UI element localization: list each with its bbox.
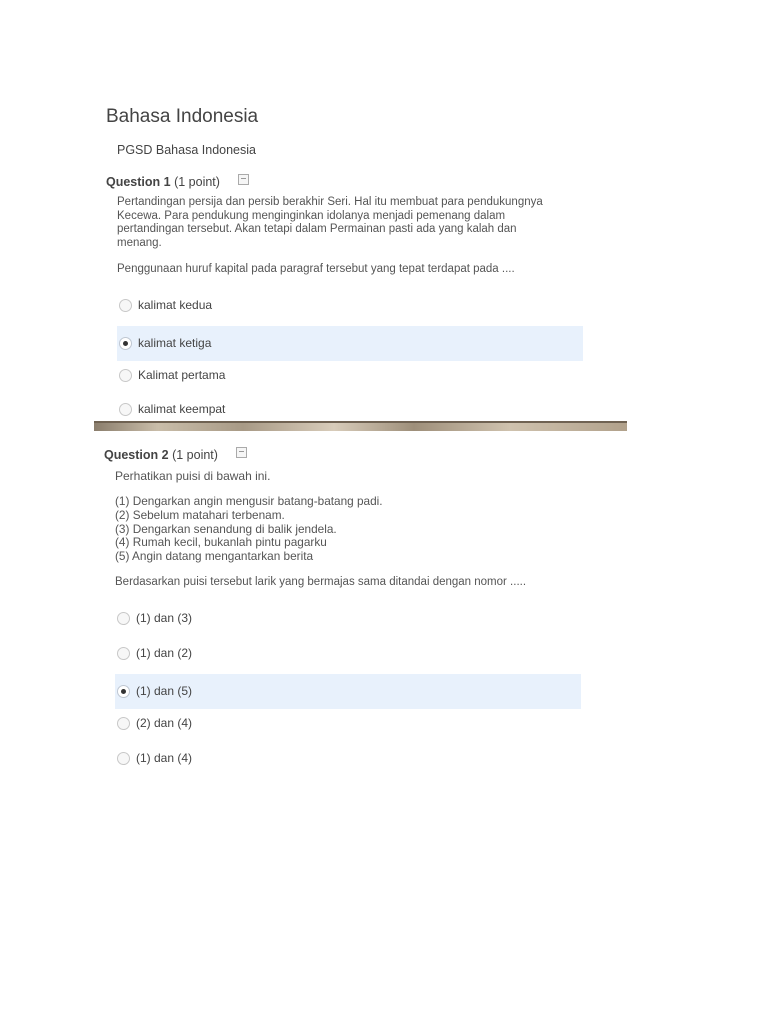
question-1-prompt: Penggunaan huruf kapital pada paragraf tersebut yang tepat terdapat pada .... [117,263,515,275]
poem-line: (5) Angin datang mengantarkan berita [115,549,314,564]
answer-option-selected[interactable] [117,326,583,361]
question-2-label: Question 2 [104,448,169,462]
poem-line: (1) Dengarkan angin mengusir batang-batang padi. [115,494,383,508]
paragraph-line: menang. [117,236,162,249]
answer-option-label: (1) dan (3) [136,611,193,625]
question-2-points: (1 point) [172,448,218,462]
answer-option-label: (1) dan (4) [136,751,193,765]
paragraph-line: pertandingan tersebut. Akan tetapi dalam Permainan pasti ada yang kalah dan [117,223,517,236]
answer-option[interactable] [117,392,583,420]
paragraph-line: Pertandingan persija dan persib berakhir Seri. Hal itu membuat para pendukungnya [117,196,543,208]
answer-option-label: (1) dan (2) [136,646,193,660]
answer-option[interactable] [115,706,581,741]
answer-option[interactable] [115,636,581,671]
question-1-points: (1 point) [174,175,220,189]
question-2-header [104,448,218,462]
poem-line: (2) Sebelum matahari terbenam. [115,507,285,522]
answer-option[interactable] [115,601,581,636]
answer-option-label: kalimat kedua [138,298,213,312]
radio-button-icon[interactable] [119,369,132,382]
course-subtitle: PGSD Bahasa Indonesia [117,143,256,157]
radio-button-icon[interactable] [117,612,130,625]
question-1-paragraph [117,196,587,250]
answer-option-label: (1) dan (5) [136,684,193,698]
answer-option-label: kalimat keempat [138,402,226,416]
radio-button-icon[interactable] [117,685,130,698]
question-1-header [106,175,220,189]
poem-line: (3) Dengarkan senandung di balik jendela. [115,521,337,536]
answer-option-selected[interactable] [115,674,581,709]
radio-button-icon[interactable] [119,337,132,350]
page-divider [94,421,627,431]
question-2-prompt: Berdasarkan puisi tersebut larik yang bermajas sama ditandai dengan nomor ..... [115,576,527,588]
poem-line: (4) Rumah kecil, bukanlah pintu pagarku [115,535,327,550]
paragraph-line: Kecewa. Para pendukung menginginkan idolanya menjadi pemenang dalam [117,209,506,222]
flag-question-icon[interactable] [236,447,247,458]
answer-option[interactable] [115,741,581,776]
question-2-poem [115,495,585,564]
radio-button-icon[interactable] [119,299,132,312]
answer-option-label: Kalimat pertama [138,368,226,382]
radio-button-icon[interactable] [117,647,130,660]
flag-question-icon[interactable] [238,174,249,185]
answer-option[interactable] [117,288,583,323]
radio-button-icon[interactable] [117,752,130,765]
answer-option[interactable] [117,358,583,393]
question-1-label: Question 1 [106,175,171,189]
question-2-intro: Perhatikan puisi di bawah ini. [115,469,271,483]
answer-option-label: kalimat ketiga [138,336,212,350]
page-title: Bahasa Indonesia [106,106,259,127]
radio-button-icon[interactable] [117,717,130,730]
radio-button-icon[interactable] [119,403,132,416]
answer-option-label: (2) dan (4) [136,716,193,730]
